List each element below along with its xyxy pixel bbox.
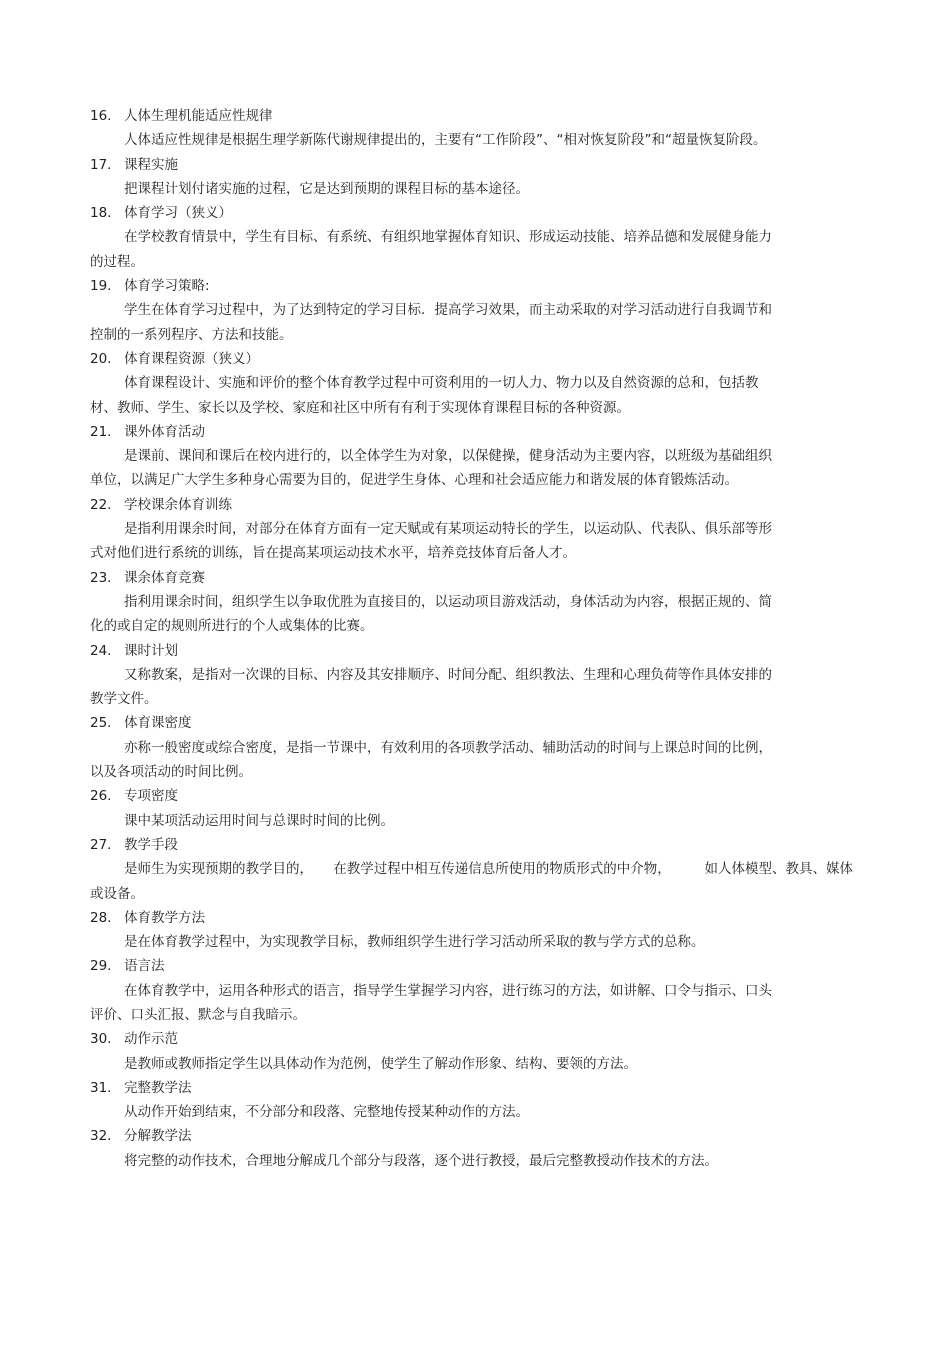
entry-title: 课余体育竞赛 [124, 569, 205, 586]
entry-heading [90, 954, 880, 978]
entry-24 [90, 639, 880, 712]
entry-title: 体育学习（狭义） [124, 205, 232, 222]
entry-heading [90, 906, 880, 930]
entry-body: 是在体育教学过程中，为实现教学目标，教师组织学生进行学习活动所采取的教与学方式的总称。 [124, 934, 705, 951]
entry-number: 24. [90, 642, 112, 659]
entry-heading [90, 833, 880, 857]
entry-body: 是师生为实现预期的教学目的， 在教学过程中相互传递信息所使用的物质形式的中介物， 如人体模型、教具、媒体或设备。 [90, 861, 853, 902]
entry-18 [90, 201, 880, 274]
entry-body: 人体适应性规律是根据生理学新陈代谢规律提出的，主要有“工作阶段”、“相对恢复阶段”和“超量恢复阶段。 [124, 132, 767, 149]
entry-title: 语言法 [124, 958, 165, 975]
entry-16 [90, 104, 880, 153]
entry-title: 体育课密度 [124, 715, 192, 732]
entry-17 [90, 153, 880, 202]
entry-heading [90, 420, 880, 444]
entry-number: 28. [90, 909, 112, 926]
entry-number: 23. [90, 569, 112, 586]
entry-heading [90, 1124, 880, 1148]
entry-heading [90, 493, 880, 517]
entry-title: 完整教学法 [124, 1079, 192, 1096]
entry-heading [90, 784, 880, 808]
entry-heading [90, 274, 880, 298]
entry-number: 18. [90, 205, 112, 222]
entry-30 [90, 1027, 880, 1076]
entry-title: 专项密度 [124, 788, 178, 805]
entry-22 [90, 493, 880, 566]
entry-26 [90, 784, 880, 833]
entry-title: 教学手段 [124, 836, 178, 853]
entry-body: 又称教案，是指对一次课的目标、内容及其安排顺序、时间分配、组织教法、生理和心理负荷等作具体安排的教学文件。 [90, 666, 772, 708]
entry-title: 课外体育活动 [124, 423, 205, 440]
entry-heading [90, 347, 880, 371]
entry-number: 26. [90, 788, 112, 805]
entry-number: 20. [90, 350, 112, 367]
entry-title: 人体生理机能适应性规律 [124, 108, 273, 124]
document-page [90, 104, 880, 1173]
entry-28 [90, 906, 880, 955]
entry-29 [90, 954, 880, 1027]
entry-25 [90, 711, 880, 784]
entry-title: 体育教学方法 [124, 909, 205, 926]
entry-title: 体育课程资源（狭义） [124, 350, 259, 367]
entry-number: 27. [90, 836, 112, 853]
entry-27 [90, 833, 880, 906]
entry-title: 课时计划 [124, 642, 178, 659]
entry-31 [90, 1076, 880, 1125]
entry-body: 是教师或教师指定学生以具体动作为范例，使学生了解动作形象、结构、要领的方法。 [124, 1055, 637, 1072]
entry-heading [90, 566, 880, 590]
entry-body: 是课前、课间和课后在校内进行的，以全体学生为对象，以保健操，健身活动为主要内容，以班级为基础组织单位，以满足广大学生多种身心需要为目的，促进学生身体、心理和社会适应能力和谐发展的体育锻炼活动。 [90, 448, 772, 489]
entry-body: 在体育教学中，运用各种形式的语言，指导学生掌握学习内容，进行练习的方法，如讲解、口令与指示、口头评价、口头汇报、默念与自我暗示。 [90, 982, 772, 1023]
entry-body: 在学校教育情景中，学生有目标、有系统、有组织地掌握体育知识、形成运动技能、培养品德和发展健身能力的过程。 [90, 229, 772, 270]
entry-number: 31. [90, 1079, 112, 1096]
entry-body: 从动作开始到结束，不分部分和段落、完整地传授某种动作的方法。 [124, 1104, 529, 1121]
entry-32 [90, 1124, 880, 1173]
entry-number: 19. [90, 278, 112, 295]
entry-number: 22. [90, 496, 112, 513]
entry-heading [90, 201, 880, 225]
entry-21 [90, 420, 880, 493]
entry-title: 体育学习策略: [124, 278, 210, 295]
entry-heading [90, 1076, 880, 1100]
entry-body: 学生在体育学习过程中，为了达到特定的学习目标．提高学习效果，而主动采取的对学习活动进行自我调节和控制的一系列程序、方法和技能。 [90, 302, 772, 343]
entry-number: 25. [90, 715, 112, 732]
entry-number: 32. [90, 1128, 112, 1145]
entry-title: 课程实施 [124, 156, 178, 173]
entry-number: 21. [90, 423, 112, 440]
entry-body: 将完整的动作技术，合理地分解成几个部分与段落，逐个进行教授，最后完整教授动作技术的方法。 [124, 1152, 718, 1169]
entry-title: 分解教学法 [124, 1128, 192, 1145]
entry-19 [90, 274, 880, 347]
entry-body: 把课程计划付诸实施的过程，它是达到预期的课程目标的基本途径。 [124, 180, 529, 197]
entry-heading [90, 104, 880, 128]
entry-title: 学校课余体育训练 [124, 496, 232, 513]
entry-20 [90, 347, 880, 420]
entry-body: 指利用课余时间，组织学生以争取优胜为直接目的，以运动项目游戏活动，身体活动为内容，根据正规的、简化的或自定的规则所进行的个人或集体的比赛。 [90, 593, 772, 635]
entry-body: 是指利用课余时间，对部分在体育方面有一定天赋或有某项运动特长的学生，以运动队、代表队、俱乐部等形式对他们进行系统的训练，旨在提高某项运动技术水平，培养竞技体育后备人才。 [90, 521, 772, 562]
entry-heading [90, 1027, 880, 1051]
entry-number: 30. [90, 1031, 112, 1048]
entry-heading [90, 153, 880, 177]
entry-23 [90, 566, 880, 639]
entry-body: 体育课程设计、实施和评价的整个体育教学过程中可资利用的一切人力、物力以及自然资源的总和，包括教材、教师、学生、家长以及学校、家庭和社区中所有有利于实现体育课程目标的各种资源。 [90, 375, 759, 416]
entry-title: 动作示范 [124, 1031, 178, 1048]
entry-heading [90, 711, 880, 735]
entry-number: 29. [90, 958, 112, 975]
entry-number: 17. [90, 156, 112, 173]
entry-body: 课中某项活动运用时间与总课时时间的比例。 [124, 812, 394, 829]
entry-heading [90, 639, 880, 663]
entry-number: 16. [90, 108, 112, 124]
entry-body: 亦称一般密度或综合密度，是指一节课中，有效利用的各项教学活动、辅助活动的时间与上课总时间的比例，以及各项活动的时间比例。 [90, 739, 772, 781]
